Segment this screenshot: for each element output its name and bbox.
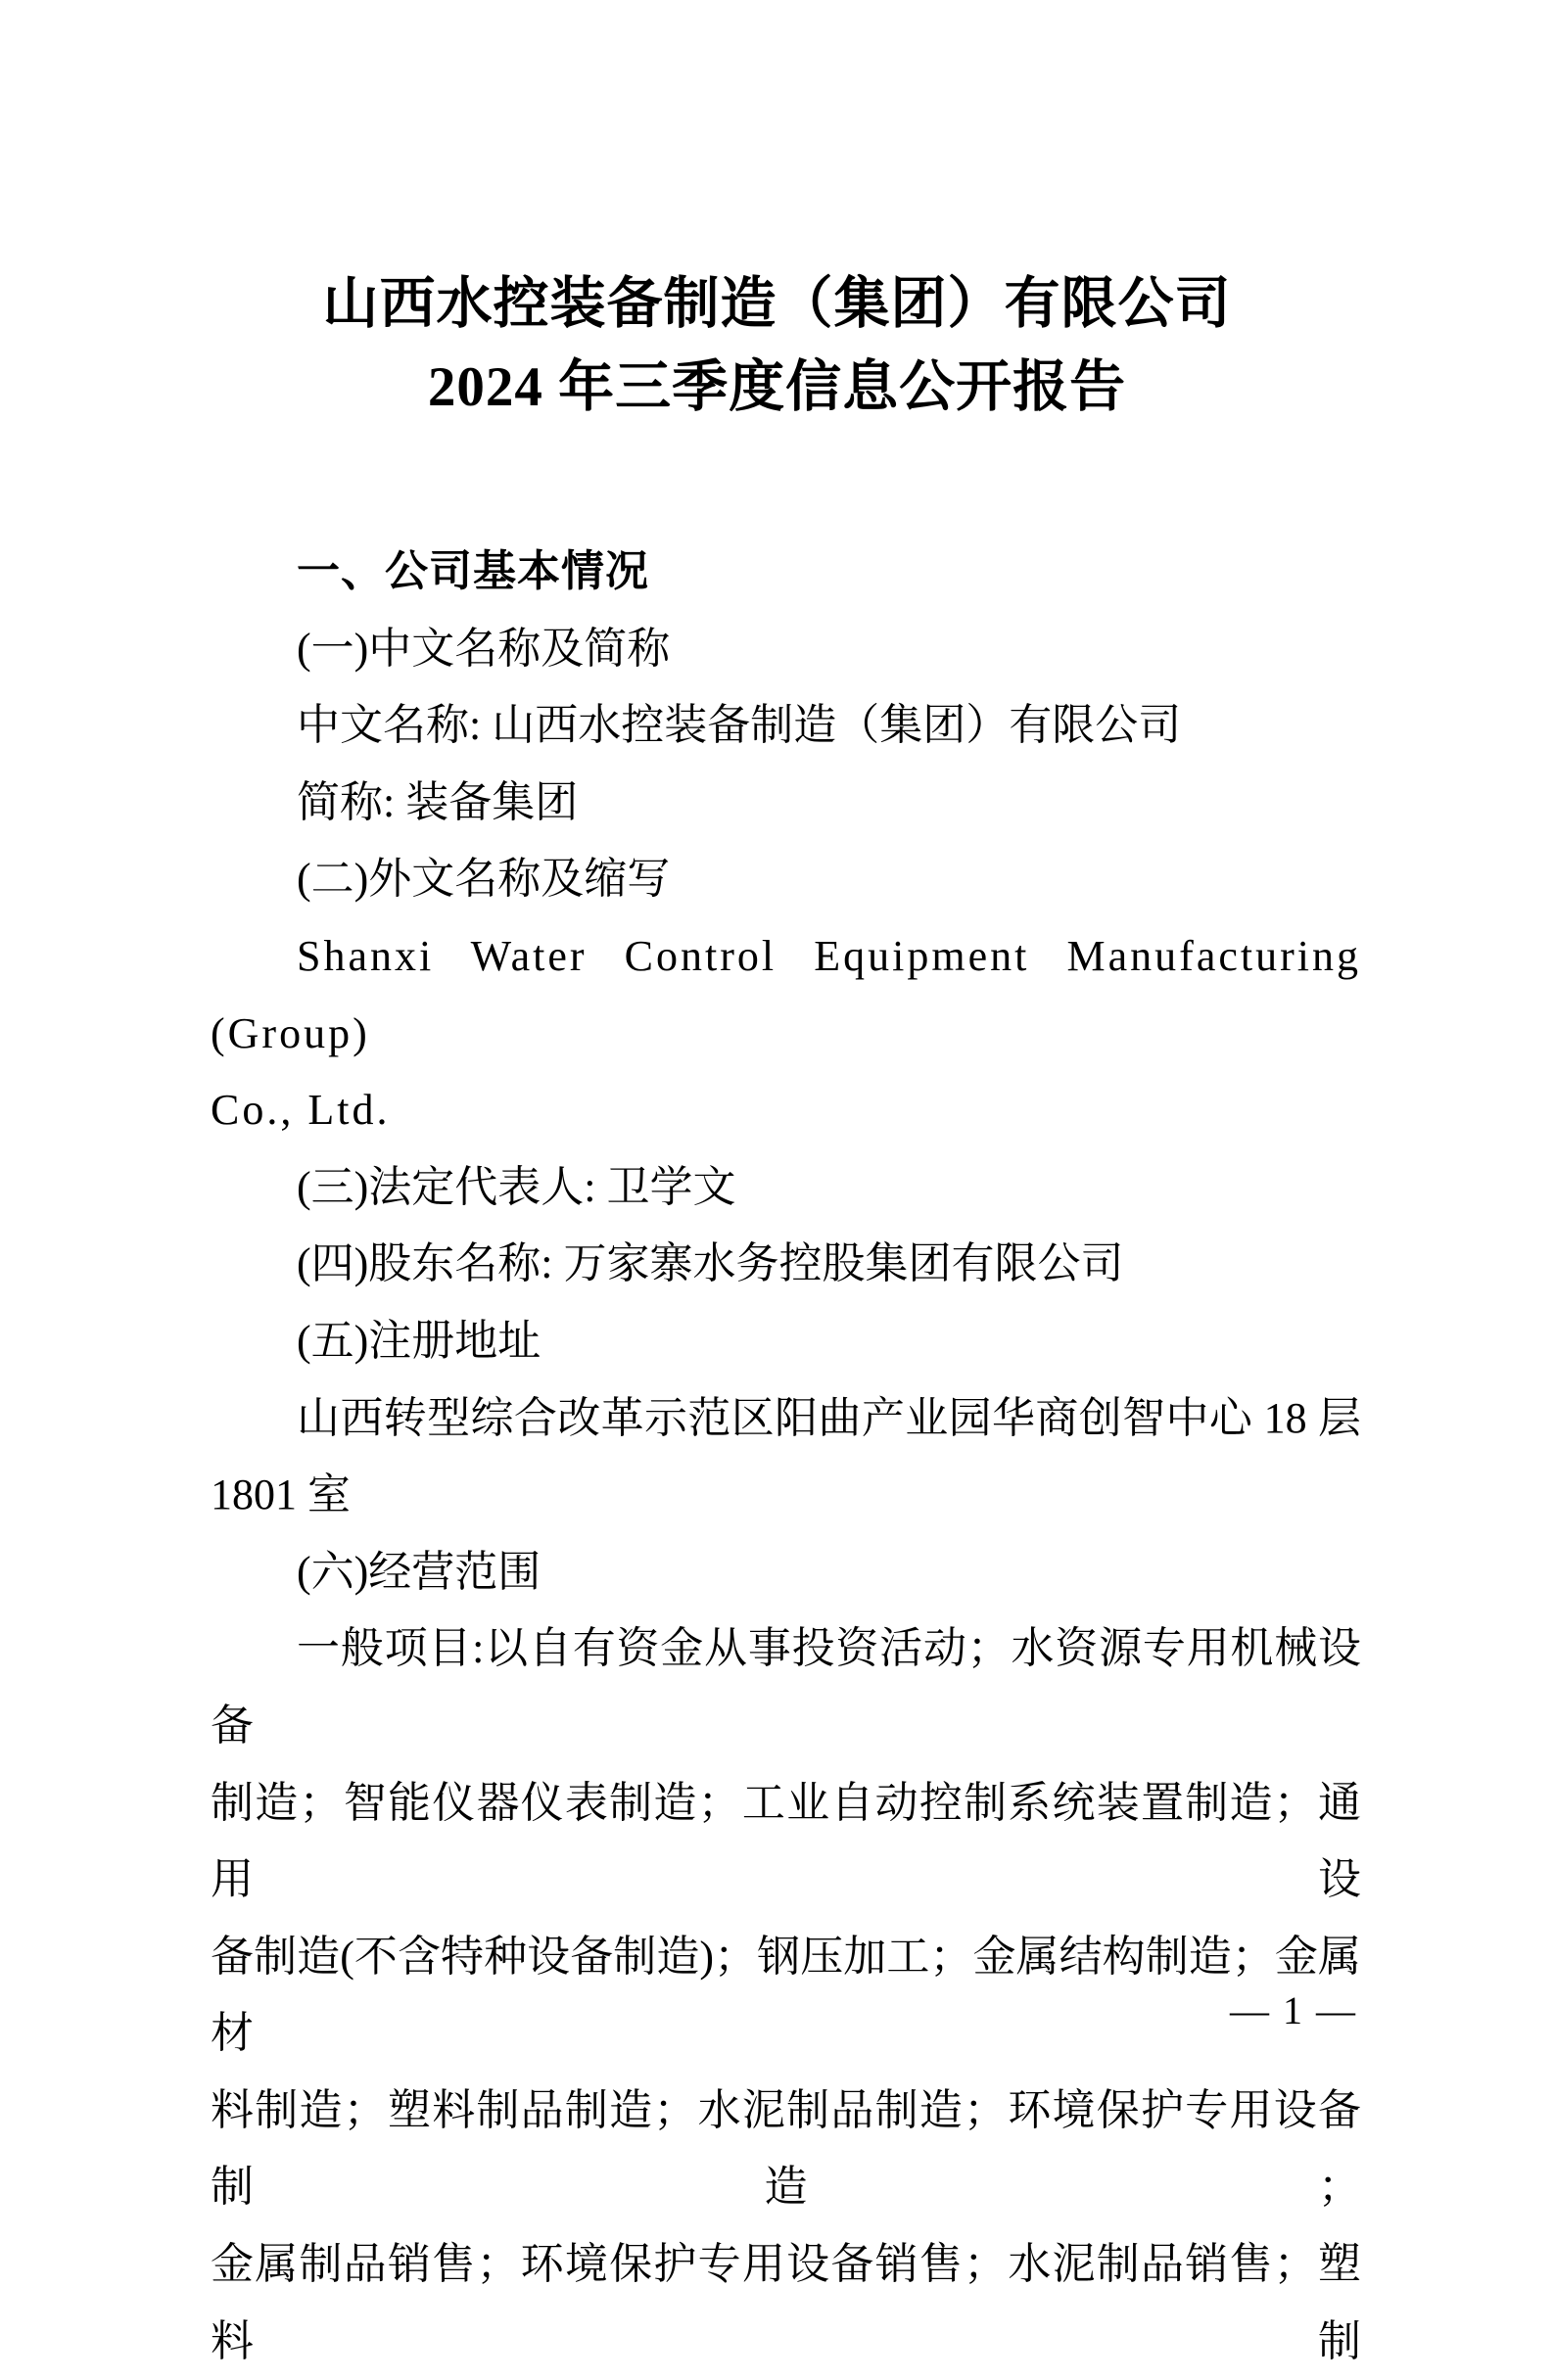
report-title [0,262,1554,429]
body-line: (二)外文名称及缩写 [297,855,671,904]
body-line: (四)股东名称: 万家寨水务控股集团有限公司 [297,1239,1124,1288]
report-title-line-2: 2024 年三季度信息公开报告 [427,356,1127,418]
body-line: (六)经营范围 [297,1547,542,1596]
body-line: 制造；智能仪器仪表制造；工业自动控制系统装置制造；通用设 [211,1778,1361,1904]
section-heading: 一、公司基本情况 [297,547,649,595]
report-title-line-1: 山西水控装备制造（集团）有限公司 [322,273,1232,335]
body-line: Shanxi Water Control Equipment Manufacturing (Group) [211,931,1361,1057]
document-body [211,534,1361,2380]
body-line: 金属制品销售；环境保护专用设备销售；水泥制品销售；塑料制 [211,2240,1361,2365]
page-number: — 1 — [1230,1988,1357,2032]
body-line: 简称: 装备集团 [297,777,579,826]
body-line: 料制造；塑料制品制造；水泥制品制造；环境保护专用设备制造； [211,2085,1361,2212]
body-line: (五)注册地址 [297,1316,542,1365]
body-line: 山西转型综合改革示范区阳曲产业园华商创智中心 18 层 [297,1393,1361,1442]
body-line: Co., Ltd. [211,1086,391,1135]
body-line: 1801 室 [211,1470,351,1519]
body-line: (一)中文名称及简称 [297,624,671,673]
body-line: (三)法定代表人: 卫学文 [297,1162,736,1211]
body-line: 备制造(不含特种设备制造)；钢压加工；金属结构制造；金属材 [211,1932,1361,2058]
body-line: 一般项目:以自有资金从事投资活动；水资源专用机械设备 [211,1624,1361,1750]
body-line: 中文名称: 山西水控装备制造（集团）有限公司 [297,701,1182,750]
